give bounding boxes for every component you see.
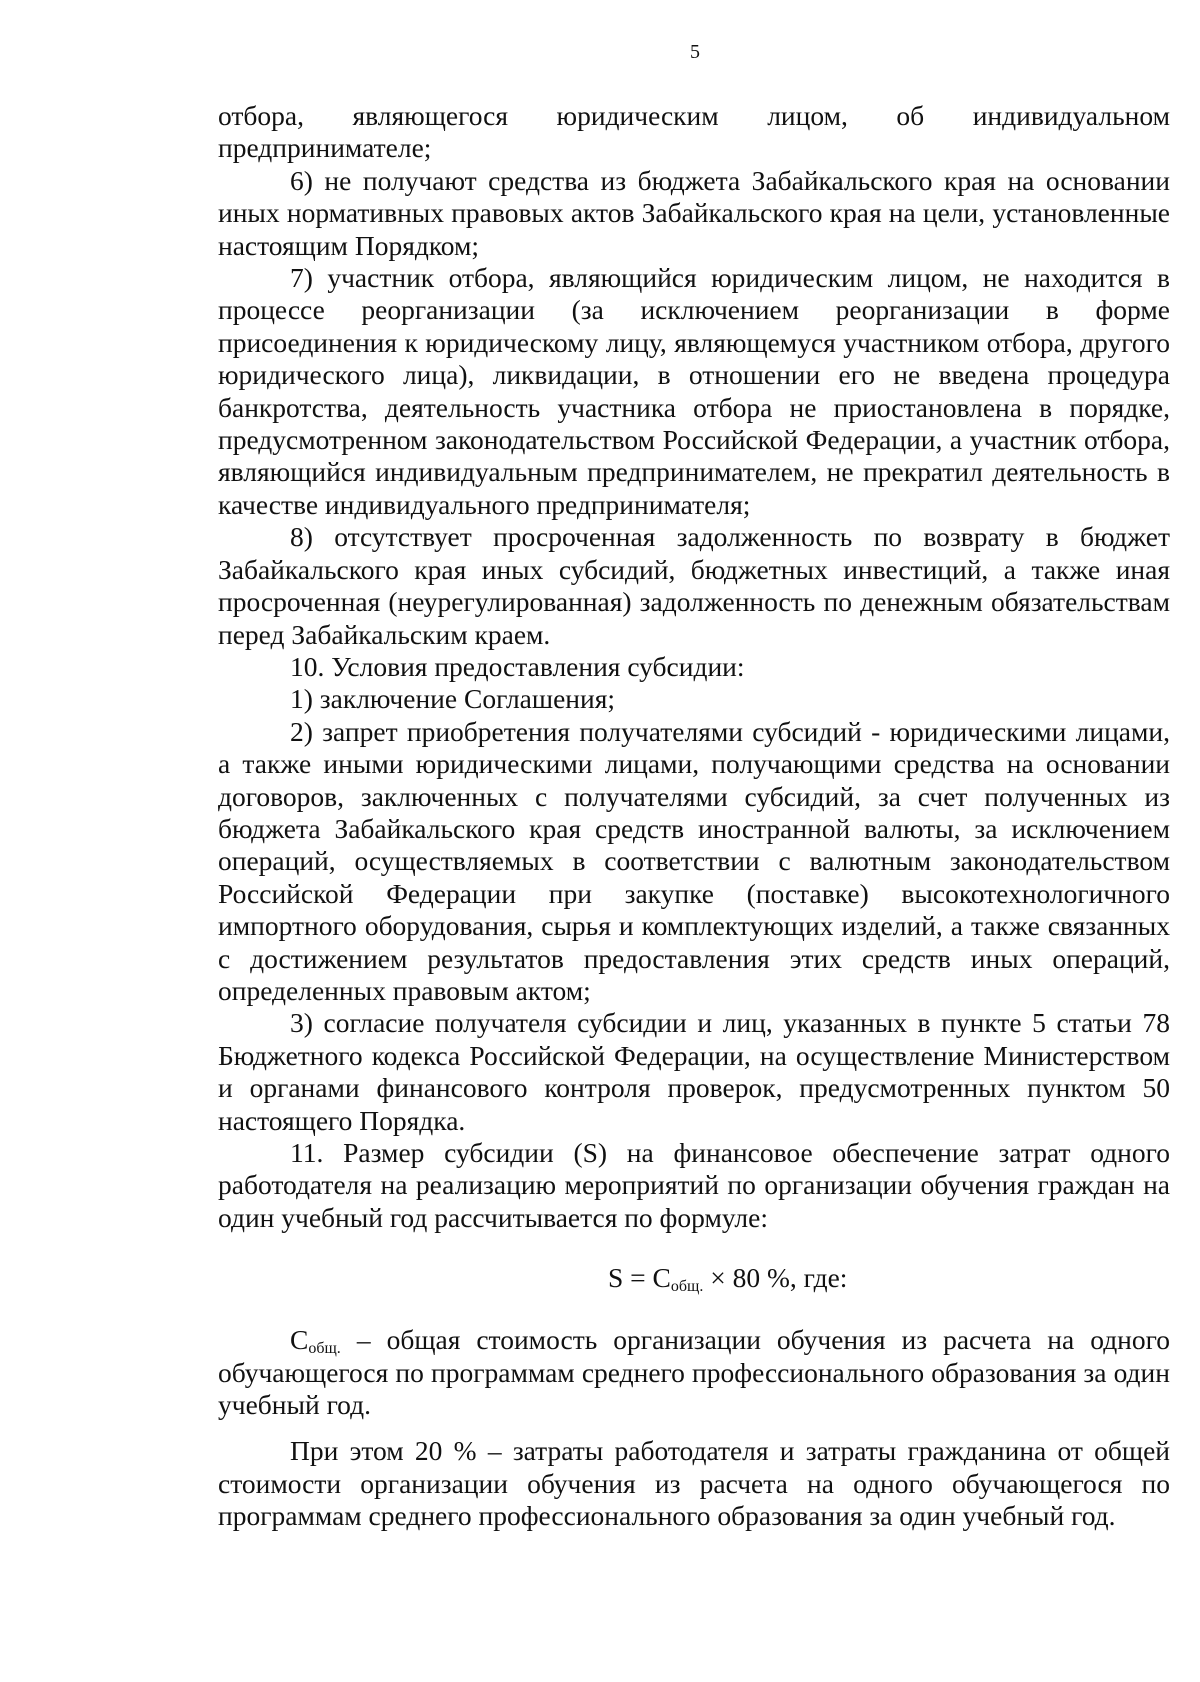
definition-subscript: общ.: [308, 1340, 341, 1358]
formula-rhs: × 80 %, где:: [703, 1262, 848, 1294]
paragraph-condition-2: 2) запрет приобретения получателями субсидий - юридическими лицами, а также иными юридическими лицами, получающими средства на основании договоров, заключенных с получателями субсидий, за счет полученных из бюджета Забайкальского края средств иностранной валюты, за исключением операций, осуществляемых в соответствии с валютным законодательством Российской Федерации при закупке (поставке) высокотехнологичного импортного оборудования, сырья и комплектующих изделий, а также связанных с достижением результатов предоставления этих средств иных операций, определенных правовым актом;: [218, 715, 1170, 1006]
formula-subscript: общ.: [670, 1278, 704, 1296]
page-number: 5: [690, 41, 700, 63]
paragraph-cost-share: При этом 20 % – затраты работодателя и затраты гражданина от общей стоимости организации обучения из расчета на одного обучающегося по программам среднего профессионального образования за один учебный год.: [218, 1435, 1170, 1532]
formula-lhs: S = C: [608, 1262, 671, 1294]
paragraph-continuation: отбора, являющегося юридическим лицом, об индивидуальном предпринимателе;: [218, 100, 1170, 164]
paragraph-condition-3: 3) согласие получателя субсидии и лиц, указанных в пункте 5 статьи 78 Бюджетного кодекса Российской Федерации, на осуществление Министерством и органами финансового контроля проверок, предусмотренных пунктом 50 настоящего Порядка.: [218, 1007, 1170, 1136]
paragraph-item-8: 8) отсутствует просроченная задолженность по возврату в бюджет Забайкальского края иных субсидий, бюджетных инвестиций, а также иная просроченная (неурегулированная) задолженность по денежным обязательствам перед Забайкальским краем.: [218, 521, 1170, 650]
formula-definition: [218, 1324, 1170, 1421]
paragraph-item-6: 6) не получают средства из бюджета Забайкальского края на основании иных нормативных правовых актов Забайкальского края на цели, установленные настоящим Порядком;: [218, 164, 1170, 261]
definition-text: – общая стоимость организации обучения из расчета на одного обучающегося по программам среднего профессионального образования за один учебный год.: [218, 1324, 1170, 1421]
paragraph-condition-1: 1) заключение Соглашения;: [290, 683, 615, 715]
subsidy-formula: [218, 1258, 1170, 1298]
section-11-paragraph: 11. Размер субсидии (S) на финансовое обеспечение затрат одного работодателя на реализацию мероприятий по организации обучения граждан на один учебный год рассчитывается по формуле:: [218, 1137, 1170, 1233]
definition-symbol: C: [290, 1324, 309, 1356]
paragraph-item-7: 7) участник отбора, являющийся юридическим лицом, не находится в процессе реорганизации (за исключением реорганизации в форме присоединения к юридическому лицу, являющемуся участником отбора, другого юридического лица), ликвидации, в отношении его не введена процедура банкротства, деятельность участника отбора не приостановлена в порядке, предусмотренном законодательством Российской Федерации, а участник отбора, являющийся индивидуальным предпринимателем, не прекратил деятельность в качестве индивидуального предпринимателя;: [218, 262, 1170, 520]
section-10-heading: 10. Условия предоставления субсидии:: [290, 650, 745, 682]
document-body: [218, 100, 1170, 1533]
